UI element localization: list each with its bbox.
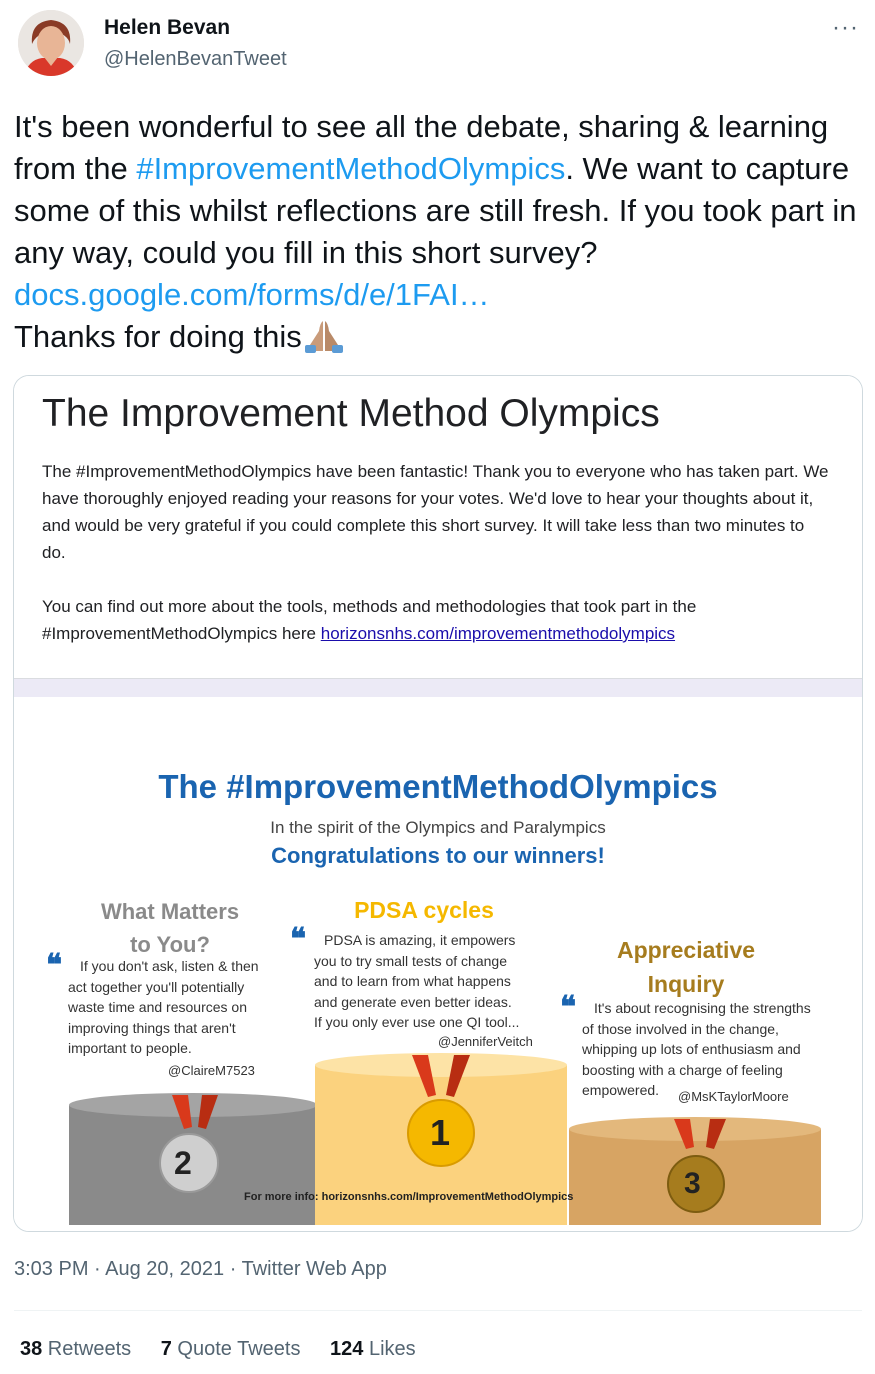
quote-line: and generate even better ideas. (314, 993, 512, 1010)
tweet-stats (20, 1338, 440, 1361)
divider (14, 1310, 862, 1311)
tweet-text-part: Thanks for doing this (14, 319, 302, 354)
quote-line: PDSA is amazing, it empowers (324, 932, 516, 948)
first-place-handle: @JenniferVeitch (438, 1034, 533, 1049)
form-title: The Improvement Method Olympics (42, 392, 660, 435)
graphic-subtitle: In the spirit of the Olympics and Paralympics (270, 818, 606, 837)
second-place-title-line: What Matters (100, 899, 240, 924)
form-link[interactable]: horizonsnhs.com/improvementmethodolympics (320, 624, 676, 643)
quote-line: whipping up lots of enthusiasm and (582, 1041, 801, 1057)
quote-line: of those involved in the change, (582, 1020, 779, 1037)
divider-band (14, 679, 862, 697)
quote-tweets-label: Quote Tweets (171, 1338, 301, 1360)
tweet-text (14, 106, 859, 358)
quote-line: If you don't ask, listen & then (80, 958, 259, 974)
quote-line: It's about recognising the strengths (594, 1000, 811, 1016)
quote-line: improving things that aren't (68, 1019, 236, 1036)
author-name[interactable]: Helen Bevan (104, 16, 231, 39)
second-place-title (70, 895, 270, 961)
third-place-handle: @MsKTaylorMoore (678, 1089, 789, 1104)
tweet-meta (14, 1258, 387, 1281)
quote-tweets-stat[interactable] (161, 1338, 301, 1360)
olympics-graphic (14, 697, 862, 1231)
second-place-quote: ❝ If you don't ask, listen & then act together you'll potentially waste time and resources on improving things that aren't important to people. (48, 956, 298, 1059)
retweets-label: Retweets (42, 1338, 132, 1360)
third-place-title-line: Inquiry (647, 971, 725, 997)
silver-medal-number: 2 (174, 1145, 192, 1181)
third-place-quote: ❝ It's about recognising the strengths of those involved in the change, whipping up lots of enthusiasm and boosting with a charge of feeling empowered. (562, 998, 832, 1101)
tweet-text-part: It's been wonderful to see all the debate, sharing & learning from the (14, 109, 829, 186)
likes-count: 124 (330, 1338, 364, 1360)
third-place-title (586, 933, 786, 1001)
retweets-stat[interactable] (20, 1338, 131, 1360)
quote-line: boosting with a charge of feeling (582, 1061, 783, 1078)
retweets-count: 38 (20, 1338, 43, 1360)
meta-separator: · (88, 1258, 106, 1280)
tweet-time[interactable]: 3:03 PM (14, 1258, 89, 1280)
second-place-title-line: to You? (130, 932, 210, 957)
form-more-info (42, 593, 832, 647)
form-more-info-text: You can find out more about the tools, methods and methodologies that took part in the #ImprovementMethodOlympics here (42, 597, 697, 643)
survey-link[interactable]: docs.google.com/forms/d/e/1FAI… (14, 277, 490, 312)
gold-medal-number: 1 (430, 1112, 451, 1153)
quote-line: you to try small tests of change (314, 952, 507, 969)
graphic-congrats: Congratulations to our winners! (271, 843, 605, 868)
quote-line: and to learn from what happens (314, 973, 511, 989)
author-avatar[interactable] (18, 10, 84, 76)
folded-hands-emoji-icon (302, 319, 346, 353)
more-options-icon[interactable]: ··· (832, 14, 859, 41)
quote-line: waste time and resources on (68, 999, 247, 1015)
tweet-media-card[interactable] (13, 375, 863, 1232)
third-place-title-line: Appreciative (616, 937, 756, 963)
likes-stat[interactable] (330, 1338, 416, 1360)
quote-line: important to people. (68, 1040, 192, 1056)
tweet-date[interactable]: Aug 20, 2021 (105, 1258, 225, 1280)
quote-line: act together you'll potentially (68, 978, 245, 995)
quote-line: empowered. (582, 1082, 660, 1098)
hashtag-link[interactable]: #ImprovementMethodOlympics (136, 151, 566, 186)
second-place-handle: @ClaireM7523 (168, 1063, 255, 1078)
meta-separator: · (224, 1258, 242, 1280)
quote-line: If you only ever use one QI tool... (314, 1014, 520, 1030)
survey-form-panel (14, 376, 862, 679)
bronze-medal-number: 3 (684, 1167, 701, 1200)
graphic-more-info: For more info: horizonsnhs.com/ImprovementMethodOlympics (244, 1191, 574, 1203)
quote-tweets-count: 7 (160, 1338, 172, 1360)
form-description: The #ImprovementMethodOlympics have been fantastic! Thank you to everyone who has taken part. We have thoroughly enjoyed reading your reasons for your votes. We'd love to hear your thoughts about it, and would be very grateful if you could complete this short survey. It will take less than two minutes to do. (42, 462, 829, 562)
tweet-source[interactable]: Twitter Web App (241, 1258, 387, 1280)
graphic-title: The #ImprovementMethodOlympics (158, 768, 718, 805)
likes-label: Likes (363, 1338, 416, 1360)
first-place-quote: ❝ PDSA is amazing, it empowers you to try small tests of change and to learn from what happens and generate even better ideas. If you only ever use one QI tool... (292, 930, 552, 1033)
author-handle[interactable]: @HelenBevanTweet (104, 48, 287, 70)
first-place-title: PDSA cycles (354, 897, 494, 923)
tweet-text-part: . We want to capture some of this whilst reflections are still fresh. If you took part in any way, could you fill in this short survey? (14, 151, 857, 270)
